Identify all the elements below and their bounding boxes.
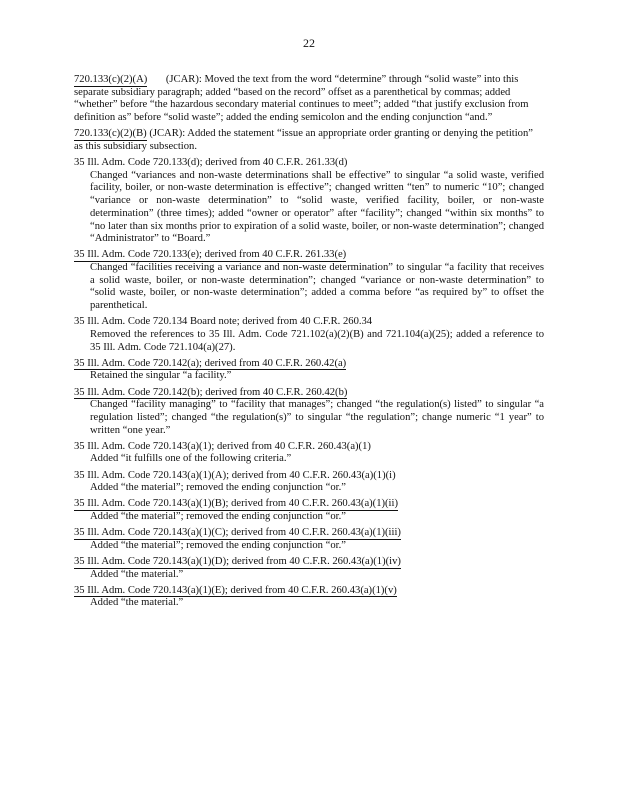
citation-link[interactable]: 35 Ill. Adm. Code 720.142(a); derived from 40 C.F.R. 260.42(a) [74,357,347,369]
note-entry [74,556,544,581]
citation-link[interactable]: 35 Ill. Adm. Code 720.143(a)(1)(B); derived from 40 C.F.R. 260.43(a)(1)(ii) [74,498,398,510]
citation-link[interactable]: 720.133(c)(2)(B) [74,128,147,140]
note-text: Removed the references to 35 Ill. Adm. Code 721.102(a)(2)(B) and 721.104(a)(25); added a reference to 35 Ill. Adm. Code 721.104(a)(27). [90,328,544,353]
note-text: Changed “facility managing” to “facility that manages”; changed “the regulation(s) listed” to singular “a regulation listed”; changed “the regulation(s)” to singular “the regulation”; change numeric “1 year” to written “one year.” [90,399,544,436]
citation-heading: 35 Ill. Adm. Code 720.134 Board note; derived from 40 C.F.R. 260.34 [74,316,373,328]
citation-link[interactable]: 720.133(c)(2)(A) [74,74,148,85]
note-entry [74,358,544,383]
note-text: Added “the material”; removed the ending conjunction “or.” [90,482,346,494]
note-text: Added “the material.” [90,568,184,580]
page-number: 22 [303,36,315,50]
citation-link[interactable]: 35 Ill. Adm. Code 720.143(a)(1)(D); derived from 40 C.F.R. 260.43(a)(1)(iv) [74,555,401,567]
note-text: (JCAR): Moved the text from the word “determine” through “solid waste” into this separate subsidiary paragraph; added “based on the record” offset as a parenthetical by commas; added “whether” before “the hazardous secondary material continues to meet”; added “that justify exclusion from definition as” before “solid waste”; added the ending semicolon and the ending conjunction “and.” [74,74,529,124]
note-entry [74,157,544,246]
note-entry [74,498,544,523]
citation-heading: 35 Ill. Adm. Code 720.143(a)(1)(A); derived from 40 C.F.R. 260.43(a)(1)(i) [74,469,396,481]
citation-link[interactable]: 35 Ill. Adm. Code 720.133(e); derived from 40 C.F.R. 261.33(e) [74,249,347,261]
note-text: Added “the material.” [90,597,184,609]
note-entry [74,249,544,313]
note-text: Added “the material”; removed the ending conjunction “or.” [90,539,346,551]
note-text: Changed “facilities receiving a variance and non-waste determination” to singular “a facility that receives a solid waste, boiler, or non-waste determination”; changed “variance or non-waste determination” to “solid waste, boiler, or non-waste determination”; added a comma before “as required by” to offset the parenthetical. [90,262,544,312]
note-entry [74,527,544,552]
citation-heading: 35 Ill. Adm. Code 720.133(d); derived from 40 C.F.R. 261.33(d) [74,157,348,168]
note-text: Added “the material”; removed the ending conjunction “or.” [90,511,346,523]
note-entry [74,441,544,466]
note-text: Added “it fulfills one of the following criteria.” [90,453,292,465]
note-entry [74,585,544,610]
note-text: (JCAR): Added the statement “issue an appropriate order granting or denying the petition” as this subsidiary subsection. [74,128,533,152]
note-entry [74,74,544,125]
note-entry [74,470,544,495]
note-entry [74,316,544,354]
citation-link[interactable]: 35 Ill. Adm. Code 720.142(b); derived from 40 C.F.R. 260.42(b) [74,386,348,398]
citation-link[interactable]: 35 Ill. Adm. Code 720.143(a)(1)(E); derived from 40 C.F.R. 260.43(a)(1)(v) [74,584,397,596]
note-entry [74,128,544,153]
note-text: Changed “variances and non-waste determinations shall be effective” to singular “a solid waste, verified facility, boiler, or non-waste determination is effective”; changed written “ten” to numeric “10”; changed “variance or non-waste determination” to “solid waste, verified facility, boiler, or non-waste determination” (three times); added “owner or operator” after “facility”; changed “within six months” to “no later than six months prior to expiration of a solid waste, boiler, or non-waste determination”; changed “Administrator” to “Board.” [90,169,544,245]
citation-heading: 35 Ill. Adm. Code 720.143(a)(1); derived from 40 C.F.R. 260.43(a)(1) [74,440,371,452]
citation-link[interactable]: 35 Ill. Adm. Code 720.143(a)(1)(C); derived from 40 C.F.R. 260.43(a)(1)(iii) [74,527,401,539]
amendment-notes [74,74,544,614]
note-entry [74,387,544,438]
note-text: Retained the singular “a facility.” [90,370,232,382]
